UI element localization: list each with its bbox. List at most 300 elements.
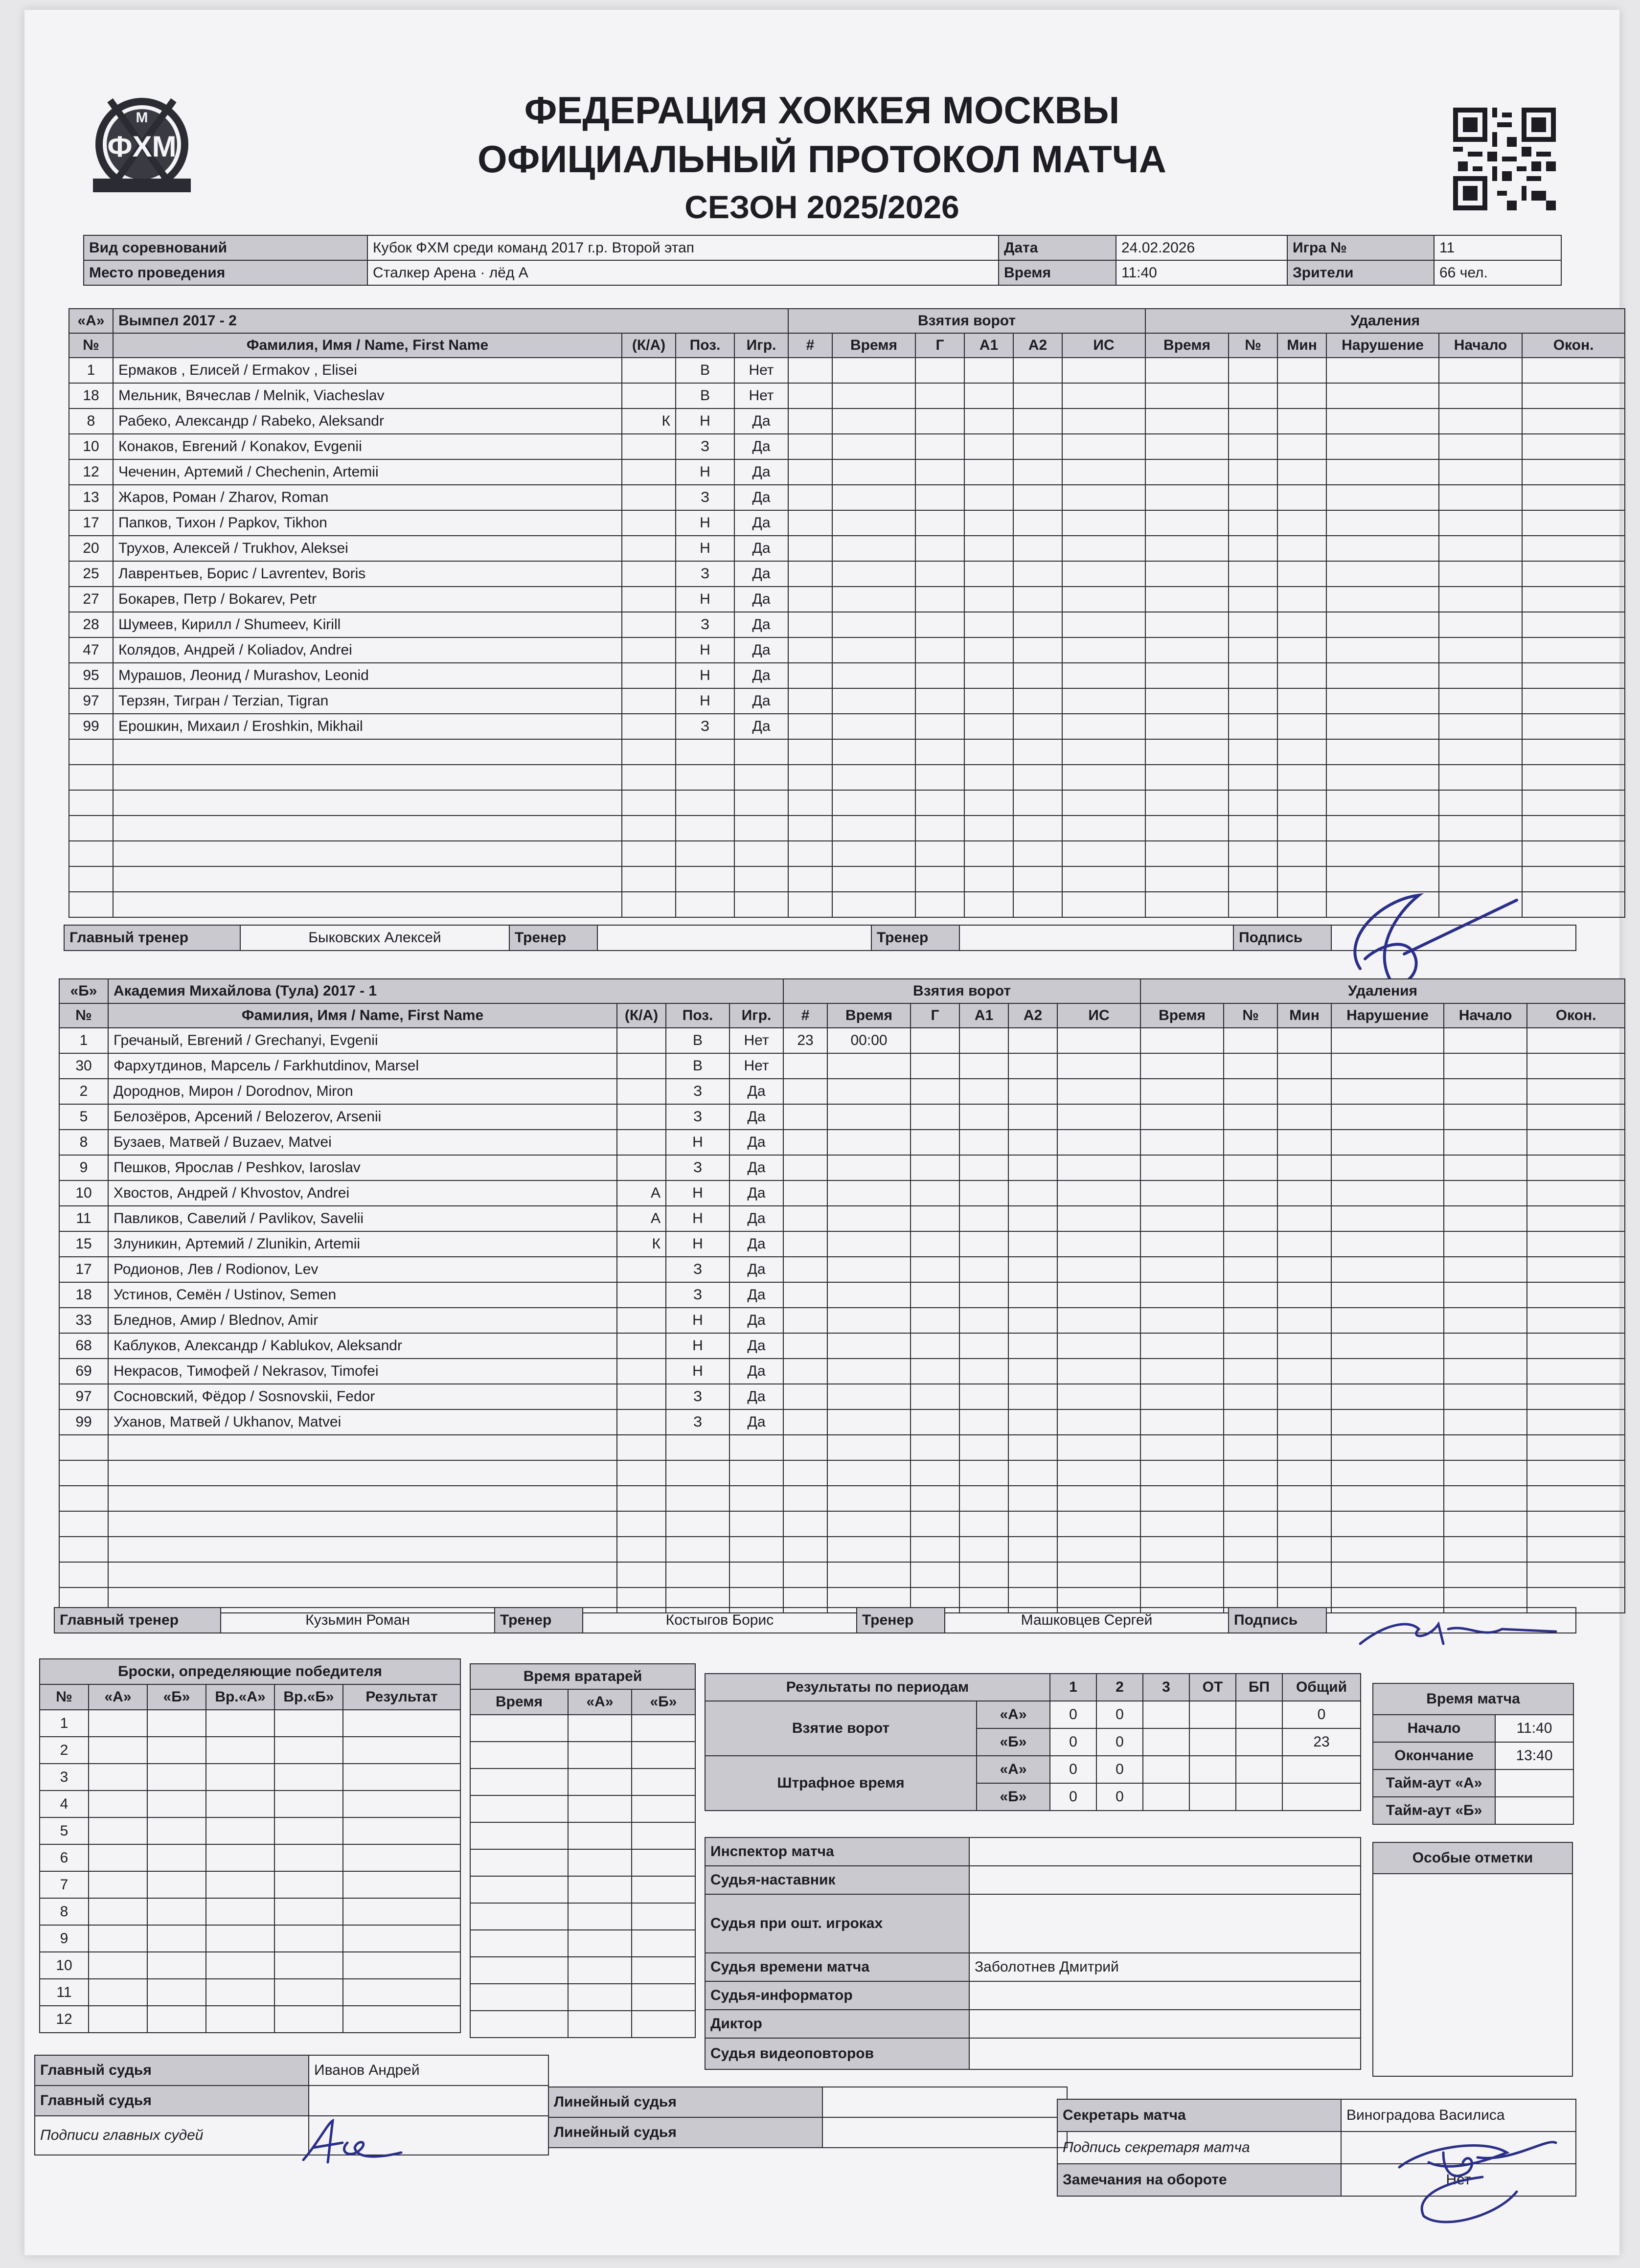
- shootout-cell: [147, 1737, 206, 1764]
- penalty-time: [1140, 1333, 1224, 1359]
- penalty-time: [1140, 1511, 1224, 1537]
- player-played: Да: [729, 1257, 783, 1282]
- goal-assist-1: [959, 1384, 1008, 1409]
- player-name: Некрасов, Тимофей / Nekrasov, Timofei: [108, 1359, 617, 1384]
- penalty-minutes: [1277, 536, 1326, 561]
- player-played: [734, 765, 788, 790]
- penalty-minutes: [1277, 866, 1326, 892]
- player-played: Да: [734, 663, 788, 688]
- penalty-violation: [1326, 816, 1439, 841]
- penalty-end: [1522, 612, 1625, 637]
- player-captain-mark: [622, 536, 676, 561]
- player-name: Павликов, Савелий / Pavlikov, Savelii: [108, 1206, 617, 1231]
- penalty-minutes: [1277, 739, 1326, 765]
- player-position: З: [676, 434, 734, 459]
- goal-situation: [1057, 1435, 1140, 1460]
- officials-table: [705, 1837, 1361, 2070]
- goal-assist-2: [1008, 1409, 1057, 1435]
- penalty-time: [1140, 1282, 1224, 1308]
- penalty-minutes: [1277, 561, 1326, 587]
- goal-assist-1: [959, 1511, 1008, 1537]
- team-a-head-coach: Быковских Алексей: [240, 925, 509, 951]
- penalty-time: [1145, 790, 1229, 816]
- player-position: [676, 739, 734, 765]
- goal-time: [827, 1155, 911, 1180]
- goal-assist-1: [964, 536, 1013, 561]
- player-position: З: [666, 1384, 729, 1409]
- penalty-time: [1145, 739, 1229, 765]
- penalty-minutes: [1277, 1384, 1331, 1409]
- player-position: Н: [666, 1180, 729, 1206]
- team-b-coach-signature: [1355, 1610, 1561, 1654]
- goal-number: [783, 1180, 827, 1206]
- line-referee-1-label: Линейный судья: [548, 2087, 822, 2117]
- goal-scorer: [915, 714, 964, 739]
- venue-label: Место проведения: [84, 260, 367, 285]
- goal-situation: [1062, 434, 1145, 459]
- penalty-minutes: [1277, 1409, 1331, 1435]
- goal-number: [788, 408, 832, 434]
- shootout-cell: [343, 1925, 460, 1952]
- match-info-table: [83, 235, 1562, 286]
- goalie-time-row: [470, 1876, 695, 1903]
- team-b-player-row: [59, 1308, 1625, 1333]
- penalty-end: [1522, 587, 1625, 612]
- goal-scorer: [911, 1359, 959, 1384]
- goal-situation: [1057, 1562, 1140, 1588]
- goal-number: [783, 1486, 827, 1511]
- penalty-start: [1444, 1511, 1527, 1537]
- player-position: З: [676, 612, 734, 637]
- goal-number: [783, 1282, 827, 1308]
- penalty-violation: [1331, 1486, 1444, 1511]
- penalty-start: [1444, 1079, 1527, 1104]
- shootout-cell: [147, 1844, 206, 1871]
- penalty-start: [1439, 587, 1522, 612]
- period-value: 0: [1050, 1756, 1096, 1783]
- penalty-minutes: [1277, 688, 1326, 714]
- goal-scorer: [911, 1231, 959, 1257]
- goal-time: [827, 1180, 911, 1206]
- timeout-b-label: Тайм-аут «Б»: [1373, 1797, 1495, 1824]
- penalty-player: [1224, 1231, 1277, 1257]
- goalie-time-col-1: «А»: [568, 1689, 632, 1715]
- shootout-cell: [147, 1791, 206, 1817]
- shootout-cell: [89, 1979, 147, 2006]
- goal-scorer: [915, 688, 964, 714]
- penalty-time: [1140, 1206, 1224, 1231]
- player-captain-mark: [622, 459, 676, 485]
- player-number: 11: [59, 1206, 108, 1231]
- team-a-player-row: [69, 688, 1625, 714]
- player-name: Дороднов, Мирон / Dorodnov, Miron: [108, 1079, 617, 1104]
- penalty-player: [1224, 1409, 1277, 1435]
- logo-letter: М: [136, 110, 148, 126]
- goalie-time-row: [470, 1957, 695, 1984]
- penalty-player: [1224, 1028, 1277, 1053]
- goal-assist-1: [964, 637, 1013, 663]
- penalty-minutes: [1277, 1435, 1331, 1460]
- shootout-row: [40, 1979, 460, 2006]
- goalie-time-cell: [470, 1903, 568, 1930]
- shootout-cell: [89, 2006, 147, 2033]
- goal-assist-1: [964, 587, 1013, 612]
- goal-time: [832, 841, 915, 866]
- penalty-minutes: [1277, 434, 1326, 459]
- goal-assist-1: [964, 663, 1013, 688]
- penalty-minutes: [1277, 1257, 1331, 1282]
- goal-number: [783, 1308, 827, 1333]
- goal-situation: [1057, 1079, 1140, 1104]
- penalty-player: [1224, 1130, 1277, 1155]
- team-b-col-p-start: Начало: [1444, 1003, 1527, 1028]
- penalty-time: [1145, 587, 1229, 612]
- player-played: [729, 1435, 783, 1460]
- penalty-end: [1527, 1308, 1625, 1333]
- player-position: Н: [676, 688, 734, 714]
- player-captain-mark: К: [617, 1231, 666, 1257]
- goal-situation: [1057, 1155, 1140, 1180]
- player-played: [734, 892, 788, 917]
- player-position: Н: [676, 663, 734, 688]
- player-position: Н: [676, 408, 734, 434]
- penalty-time: [1145, 383, 1229, 408]
- penalty-violation: [1326, 688, 1439, 714]
- penalty-end: [1527, 1155, 1625, 1180]
- team-b-player-row: [59, 1079, 1625, 1104]
- player-captain-mark: [617, 1409, 666, 1435]
- player-played: [734, 790, 788, 816]
- goal-assist-1: [959, 1130, 1008, 1155]
- official-label: Судья видеоповторов: [705, 2038, 969, 2069]
- player-played: [729, 1511, 783, 1537]
- player-name: Бледнов, Амир / Blednov, Amir: [108, 1308, 617, 1333]
- goal-scorer: [911, 1537, 959, 1562]
- penalty-end: [1527, 1282, 1625, 1308]
- goal-assist-1: [959, 1231, 1008, 1257]
- penalty-violation: [1326, 714, 1439, 739]
- shootout-col-5: Результат: [343, 1684, 460, 1710]
- team-b-col-g-hash: #: [783, 1003, 827, 1028]
- goal-time: [827, 1486, 911, 1511]
- penalty-minutes: [1277, 714, 1326, 739]
- player-captain-mark: [617, 1053, 666, 1079]
- goal-scorer: [911, 1435, 959, 1460]
- penalty-end: [1527, 1028, 1625, 1053]
- shootout-cell: [206, 2006, 274, 2033]
- goal-situation: [1062, 358, 1145, 383]
- penalty-violation: [1331, 1257, 1444, 1282]
- player-captain-mark: [622, 561, 676, 587]
- penalty-time: [1145, 765, 1229, 790]
- goalie-time-cell: [470, 1715, 568, 1742]
- penalty-time: [1145, 714, 1229, 739]
- team-a-player-row: [69, 637, 1625, 663]
- player-number: 2: [59, 1079, 108, 1104]
- player-captain-mark: [622, 358, 676, 383]
- team-a-signature-label: Подпись: [1233, 925, 1331, 951]
- player-name: [113, 790, 622, 816]
- goal-assist-2: [1013, 358, 1062, 383]
- goal-time: [827, 1104, 911, 1130]
- shootout-cell: [147, 2006, 206, 2033]
- goal-scorer: [915, 485, 964, 510]
- player-name: Колядов, Андрей / Koliadov, Andrei: [113, 637, 622, 663]
- player-position: [666, 1511, 729, 1537]
- goal-assist-1: [959, 1104, 1008, 1130]
- shootout-number: 5: [40, 1817, 89, 1844]
- goal-assist-2: [1008, 1257, 1057, 1282]
- penalty-player: [1229, 612, 1277, 637]
- player-position: [666, 1435, 729, 1460]
- penalty-start: [1444, 1409, 1527, 1435]
- shootout-cell: [206, 1925, 274, 1952]
- player-name: Хвостов, Андрей / Khvostov, Andrei: [108, 1180, 617, 1206]
- penalty-time: [1145, 536, 1229, 561]
- goal-number: [783, 1206, 827, 1231]
- player-position: В: [676, 358, 734, 383]
- goal-situation: [1062, 536, 1145, 561]
- goalie-time-cell: [568, 1957, 632, 1984]
- penalty-minutes: [1277, 1180, 1331, 1206]
- team-b-goals-title: Взятия ворот: [783, 979, 1140, 1003]
- player-name: Устинов, Семён / Ustinov, Semen: [108, 1282, 617, 1308]
- penalty-end: [1522, 739, 1625, 765]
- period-col-0: 1: [1050, 1674, 1096, 1701]
- team-a-player-row: [69, 841, 1625, 866]
- secretary-label: Секретарь матча: [1057, 2099, 1341, 2132]
- penalty-end: [1522, 459, 1625, 485]
- shootout-col-4: Вр.«Б»: [274, 1684, 343, 1710]
- goal-time: [832, 612, 915, 637]
- goal-assist-2: [1013, 663, 1062, 688]
- player-name: Фархутдинов, Марсель / Farkhutdinov, Marsel: [108, 1053, 617, 1079]
- penalty-minutes: [1277, 358, 1326, 383]
- team-b-player-row: [59, 1282, 1625, 1308]
- main-referee-1-label: Главный судья: [35, 2055, 309, 2086]
- player-number: 8: [59, 1130, 108, 1155]
- goal-scorer: [915, 561, 964, 587]
- penalty-end: [1522, 688, 1625, 714]
- team-b-col-p-time: Время: [1140, 1003, 1224, 1028]
- penalty-minutes: [1277, 765, 1326, 790]
- team-b-col-p-end: Окон.: [1527, 1003, 1625, 1028]
- penalty-violation: [1326, 358, 1439, 383]
- penalty-start: [1439, 688, 1522, 714]
- penalty-minutes: [1277, 587, 1326, 612]
- penalty-player: [1224, 1282, 1277, 1308]
- player-played: Да: [734, 434, 788, 459]
- penalty-time: [1145, 459, 1229, 485]
- penalty-violation: [1331, 1511, 1444, 1537]
- goal-scorer: [915, 739, 964, 765]
- player-captain-mark: [617, 1486, 666, 1511]
- player-position: Н: [676, 587, 734, 612]
- penalty-start: [1444, 1130, 1527, 1155]
- official-row: [705, 2038, 1361, 2069]
- player-captain-mark: [622, 841, 676, 866]
- shootout-cell: [343, 1817, 460, 1844]
- team-b-col-g-g: Г: [911, 1003, 959, 1028]
- shootout-cell: [206, 1737, 274, 1764]
- penalty-start: [1444, 1333, 1527, 1359]
- team-a-team-name: Вымпел 2017 - 2: [113, 309, 788, 333]
- team-b-col-name: Фамилия, Имя / Name, First Name: [108, 1003, 617, 1028]
- penalty-start: [1444, 1282, 1527, 1308]
- goal-scorer: [915, 866, 964, 892]
- team-b-player-row: [59, 1257, 1625, 1282]
- penalty-player: [1229, 637, 1277, 663]
- period-value: [1143, 1756, 1189, 1783]
- goal-assist-2: [1013, 816, 1062, 841]
- goal-assist-2: [1013, 536, 1062, 561]
- goal-assist-2: [1008, 1562, 1057, 1588]
- goalie-time-cell: [632, 1957, 695, 1984]
- shootout-cell: [274, 1844, 343, 1871]
- player-number: 1: [69, 358, 113, 383]
- player-captain-mark: [617, 1537, 666, 1562]
- goal-situation: [1057, 1486, 1140, 1511]
- shootout-cell: [274, 1791, 343, 1817]
- goal-assist-1: [964, 866, 1013, 892]
- player-number: 10: [59, 1180, 108, 1206]
- player-played: Нет: [729, 1053, 783, 1079]
- penalty-time: [1145, 688, 1229, 714]
- penalty-start: [1444, 1206, 1527, 1231]
- player-number: [59, 1486, 108, 1511]
- penalty-violation: [1331, 1460, 1444, 1486]
- penalty-time: [1140, 1562, 1224, 1588]
- official-name: Заболотнев Дмитрий: [969, 1953, 1361, 1981]
- official-name: [969, 1837, 1361, 1866]
- penalty-time: [1145, 663, 1229, 688]
- player-played: Да: [734, 587, 788, 612]
- goal-assist-1: [964, 688, 1013, 714]
- player-name: [108, 1537, 617, 1562]
- period-col-4: БП: [1236, 1674, 1282, 1701]
- penalty-violation: [1326, 485, 1439, 510]
- team-a-player-row: [69, 536, 1625, 561]
- team-a-player-row: [69, 714, 1625, 739]
- team-a-col-g-is: ИС: [1062, 333, 1145, 358]
- player-number: 99: [59, 1409, 108, 1435]
- goal-assist-2: [1008, 1231, 1057, 1257]
- shootout-cell: [89, 1925, 147, 1952]
- penalty-time: [1140, 1257, 1224, 1282]
- shootout-row: [40, 1925, 460, 1952]
- player-position: З: [676, 485, 734, 510]
- shootout-cell: [274, 1952, 343, 1979]
- period-row-penA: [705, 1756, 1361, 1783]
- player-position: З: [676, 561, 734, 587]
- goal-assist-2: [1013, 765, 1062, 790]
- player-captain-mark: [622, 790, 676, 816]
- team-a-player-row: [69, 663, 1625, 688]
- period-value: [1143, 1701, 1189, 1728]
- shootout-cell: [147, 1817, 206, 1844]
- goal-situation: [1057, 1460, 1140, 1486]
- shootout-cell: [89, 1710, 147, 1737]
- timeout-a-label: Тайм-аут «А»: [1373, 1769, 1495, 1797]
- competition-value: Кубок ФХМ среди команд 2017 г.р. Второй этап: [367, 235, 999, 260]
- goal-situation: [1062, 612, 1145, 637]
- penalty-end: [1522, 816, 1625, 841]
- team-a-col-g-a1: А1: [964, 333, 1013, 358]
- team-b-coach2-label: Тренер: [857, 1608, 945, 1633]
- shootout-cell: [343, 1898, 460, 1925]
- penalty-time: [1145, 816, 1229, 841]
- penalty-end: [1522, 866, 1625, 892]
- goal-number: [783, 1562, 827, 1588]
- penalty-start: [1444, 1486, 1527, 1511]
- shootout-cell: [274, 1898, 343, 1925]
- goal-situation: [1062, 688, 1145, 714]
- team-a-col-played: Игр.: [734, 333, 788, 358]
- shootout-cell: [147, 1925, 206, 1952]
- goal-scorer: [915, 383, 964, 408]
- shootout-cell: [89, 1791, 147, 1817]
- goal-assist-2: [1013, 612, 1062, 637]
- penalty-violation: [1326, 459, 1439, 485]
- goal-assist-1: [964, 739, 1013, 765]
- penalty-player: [1229, 536, 1277, 561]
- penalty-player: [1224, 1053, 1277, 1079]
- player-number: [69, 841, 113, 866]
- period-col-3: ОТ: [1189, 1674, 1236, 1701]
- player-captain-mark: А: [617, 1180, 666, 1206]
- team-a-player-row: [69, 739, 1625, 765]
- player-played: [734, 739, 788, 765]
- goal-time: 00:00: [827, 1028, 911, 1053]
- player-number: 95: [69, 663, 113, 688]
- shootout-number: 10: [40, 1952, 89, 1979]
- goal-time: [827, 1359, 911, 1384]
- penalty-time: [1145, 510, 1229, 536]
- goal-scorer: [915, 536, 964, 561]
- goal-number: [783, 1537, 827, 1562]
- shootout-number: 12: [40, 2006, 89, 2033]
- goalie-time-cell: [568, 1849, 632, 1876]
- period-col-1: 2: [1096, 1674, 1143, 1701]
- penalty-player: [1229, 688, 1277, 714]
- period-value: [1236, 1783, 1282, 1811]
- goalie-time-cell: [568, 1769, 632, 1795]
- team-b-player-row: [59, 1155, 1625, 1180]
- goal-scorer: [915, 434, 964, 459]
- shootout-cell: [89, 1844, 147, 1871]
- official-label: Судья времени матча: [705, 1953, 969, 1981]
- penalty-minutes: [1277, 383, 1326, 408]
- player-captain-mark: [622, 765, 676, 790]
- team-b-player-row: [59, 1231, 1625, 1257]
- penalty-player: [1224, 1562, 1277, 1588]
- goalie-time-cell: [632, 1984, 695, 2011]
- shootout-row: [40, 1898, 460, 1925]
- penalty-time: [1140, 1104, 1224, 1130]
- date-value: 24.02.2026: [1116, 235, 1287, 260]
- goal-assist-1: [959, 1028, 1008, 1053]
- goal-number: [783, 1130, 827, 1155]
- shootout-number: 1: [40, 1710, 89, 1737]
- period-value: [1189, 1728, 1236, 1756]
- penalty-player: [1229, 485, 1277, 510]
- player-captain-mark: [617, 1308, 666, 1333]
- goals-row-label: Взятие ворот: [705, 1701, 977, 1756]
- penalty-start: [1444, 1028, 1527, 1053]
- shootout-cell: [89, 1737, 147, 1764]
- match-end-label: Окончание: [1373, 1742, 1495, 1769]
- penalty-minutes: [1277, 459, 1326, 485]
